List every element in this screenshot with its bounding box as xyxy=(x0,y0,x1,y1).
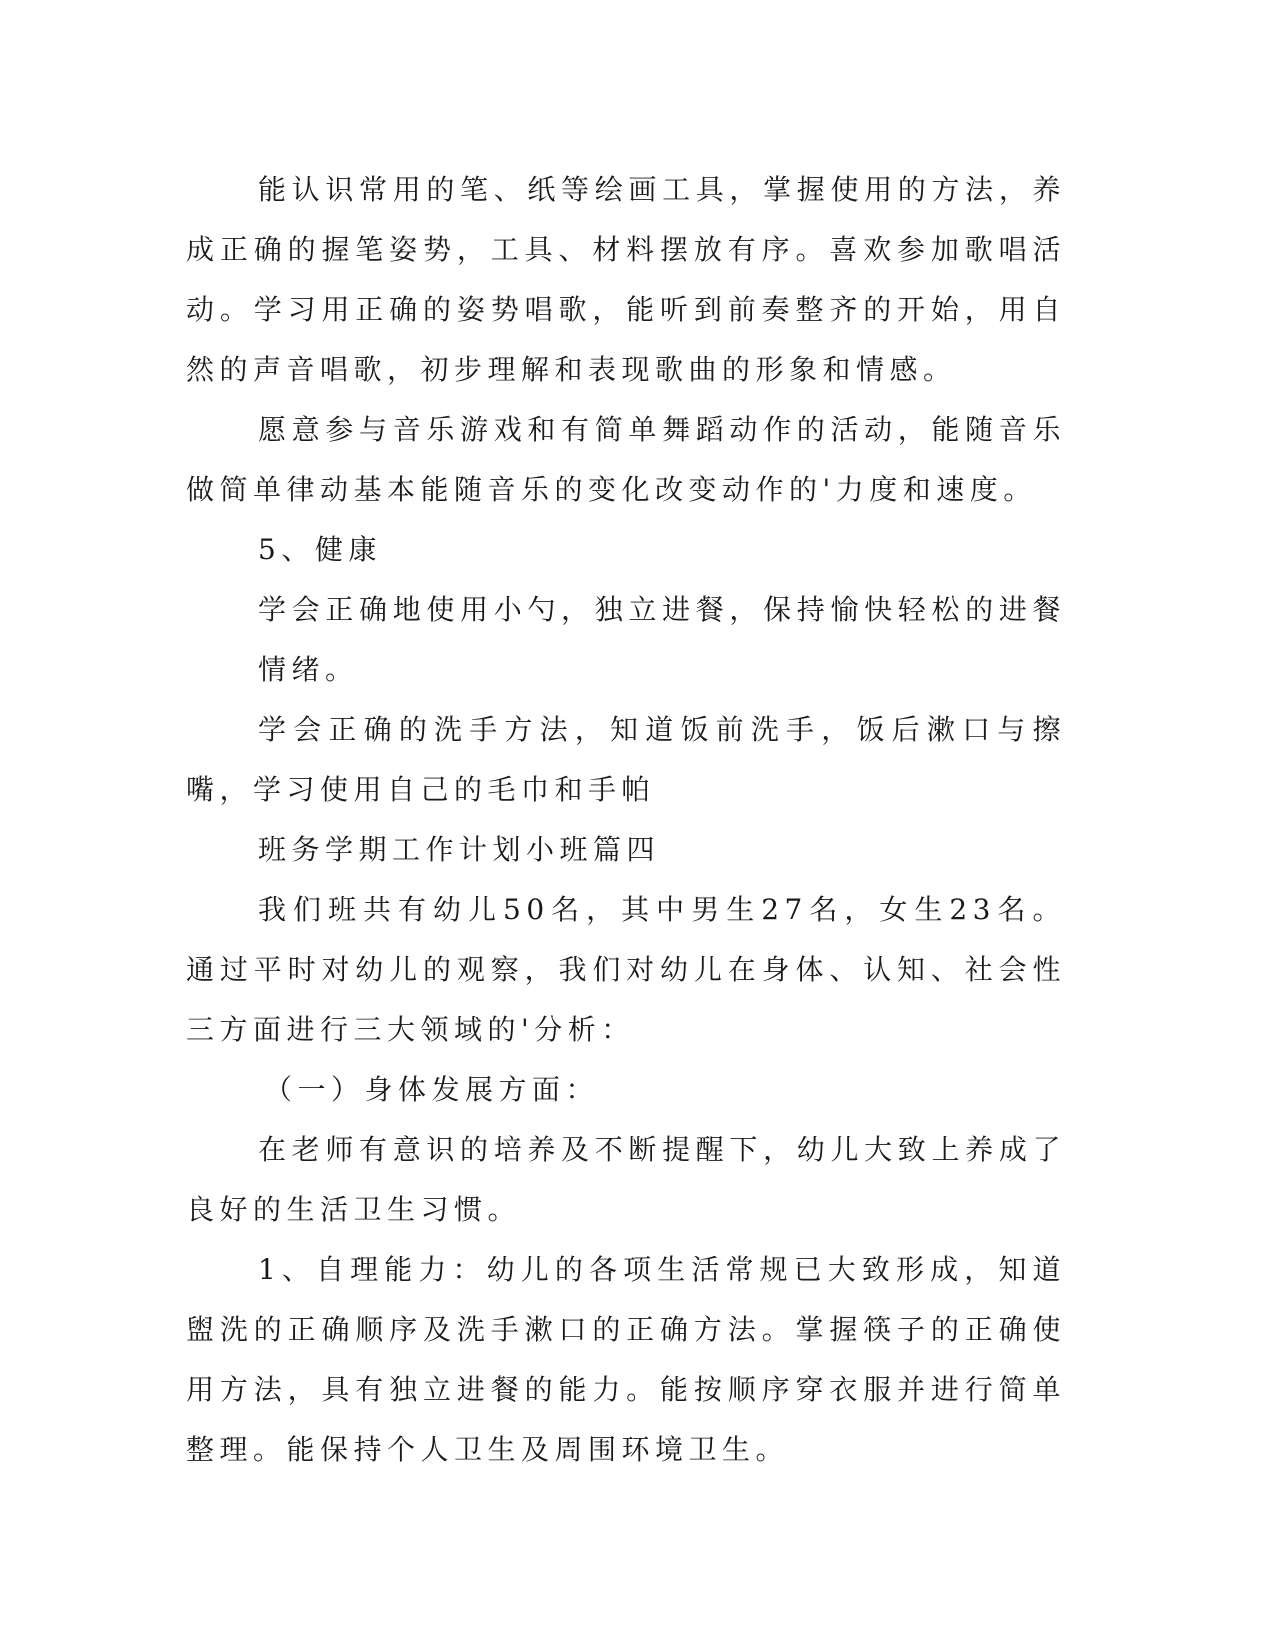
paragraph-music-games: 愿意参与音乐游戏和有简单舞蹈动作的活动，能随音乐做简单律动基本能随音乐的变化改变动作的'力度和速度。 xyxy=(186,413,1066,506)
section-heading-health: 5、健康 xyxy=(258,533,382,566)
paragraph-spoon-eating: 学会正确地使用小勺，独立进餐，保持愉快轻松的进餐情绪。 xyxy=(258,593,1066,686)
paragraph-self-care: 1、自理能力：幼儿的各项生活常规已大致形成，知道盥洗的正确顺序及洗手漱口的正确方法。掌握筷子的正确使用方法，具有独立进餐的能力。能按顺序穿衣服并进行简单整理。能保持个人卫生及周围环境卫生。 xyxy=(186,1253,1066,1466)
subsection-heading-physical: （一）身体发展方面： xyxy=(264,1073,600,1106)
paragraph-hygiene-habits: 在老师有意识的培养及不断提醒下，幼儿大致上养成了良好的生活卫生习惯。 xyxy=(186,1133,1066,1226)
document-body xyxy=(186,160,1066,1480)
paragraph-handwashing: 学会正确的洗手方法，知道饭前洗手，饭后漱口与擦嘴，学习使用自己的毛巾和手帕 xyxy=(186,713,1066,806)
document-title-part-four: 班务学期工作计划小班篇四 xyxy=(258,833,661,866)
paragraph-class-overview: 我们班共有幼儿50名，其中男生27名，女生23名。通过平时对幼儿的观察，我们对幼儿在身体、认知、社会性三方面进行三大领域的'分析： xyxy=(186,893,1066,1046)
paragraph-drawing-singing: 能认识常用的笔、纸等绘画工具，掌握使用的方法，养成正确的握笔姿势，工具、材料摆放有序。喜欢参加歌唱活动。学习用正确的姿势唱歌，能听到前奏整齐的开始，用自然的声音唱歌，初步理解和表现歌曲的形象和情感。 xyxy=(186,173,1066,386)
